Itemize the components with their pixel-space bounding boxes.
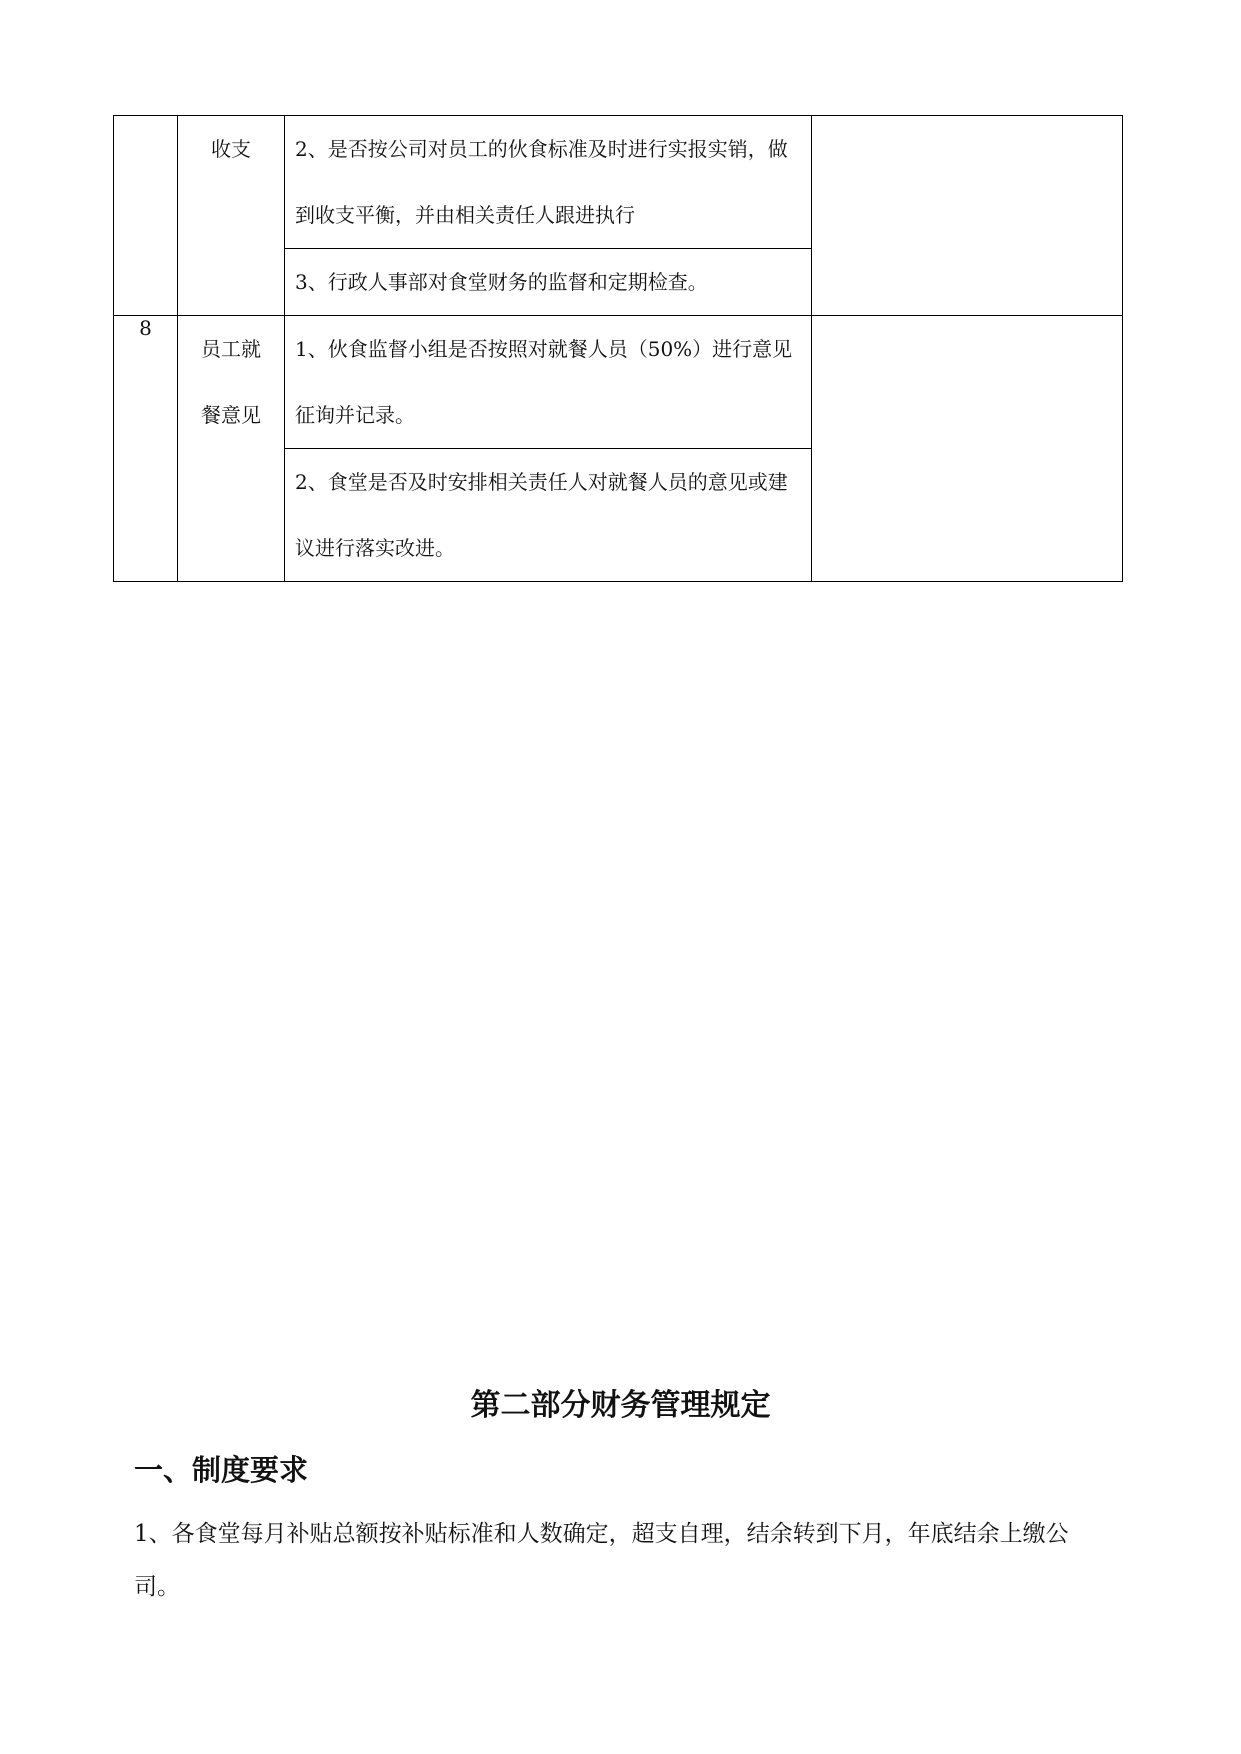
remark-cell [812, 116, 1123, 316]
item-label-line1: 员工就 [201, 337, 261, 361]
content-cell [285, 249, 812, 316]
remark-cell [812, 316, 1123, 582]
table-row [114, 116, 1123, 249]
content-text: 3、行政人事部对食堂财务的监督和定期检查。 [295, 270, 708, 294]
content-cell [285, 449, 812, 582]
item-label: 收支 [211, 137, 251, 161]
content-cell [285, 116, 812, 249]
row-number-cell [114, 116, 178, 316]
content-text: 2、食堂是否及时安排相关责任人对就餐人员的意见或建议进行落实改进。 [295, 470, 788, 560]
sub-heading: 一、制度要求 [134, 1453, 309, 1487]
inspection-table [113, 115, 1123, 582]
table-row [114, 316, 1123, 449]
item-cell [178, 316, 285, 582]
content-text: 2、是否按公司对员工的伙食标准及时进行实报实销，做到收支平衡，并由相关责任人跟进执行 [295, 137, 788, 227]
content-cell [285, 316, 812, 449]
section-title: 第二部分财务管理规定 [470, 1388, 771, 1423]
content-text: 1、伙食监督小组是否按照对就餐人员（50%）进行意见征询并记录。 [295, 337, 793, 427]
item-cell [178, 116, 285, 316]
body-paragraph: 1、各食堂每月补贴总额按补贴标准和人数确定，超支自理，结余转到下月，年底结余上缴公司。 [134, 1521, 1069, 1600]
item-label-line2: 餐意见 [201, 403, 261, 427]
row-number-cell: 8 [114, 316, 178, 582]
